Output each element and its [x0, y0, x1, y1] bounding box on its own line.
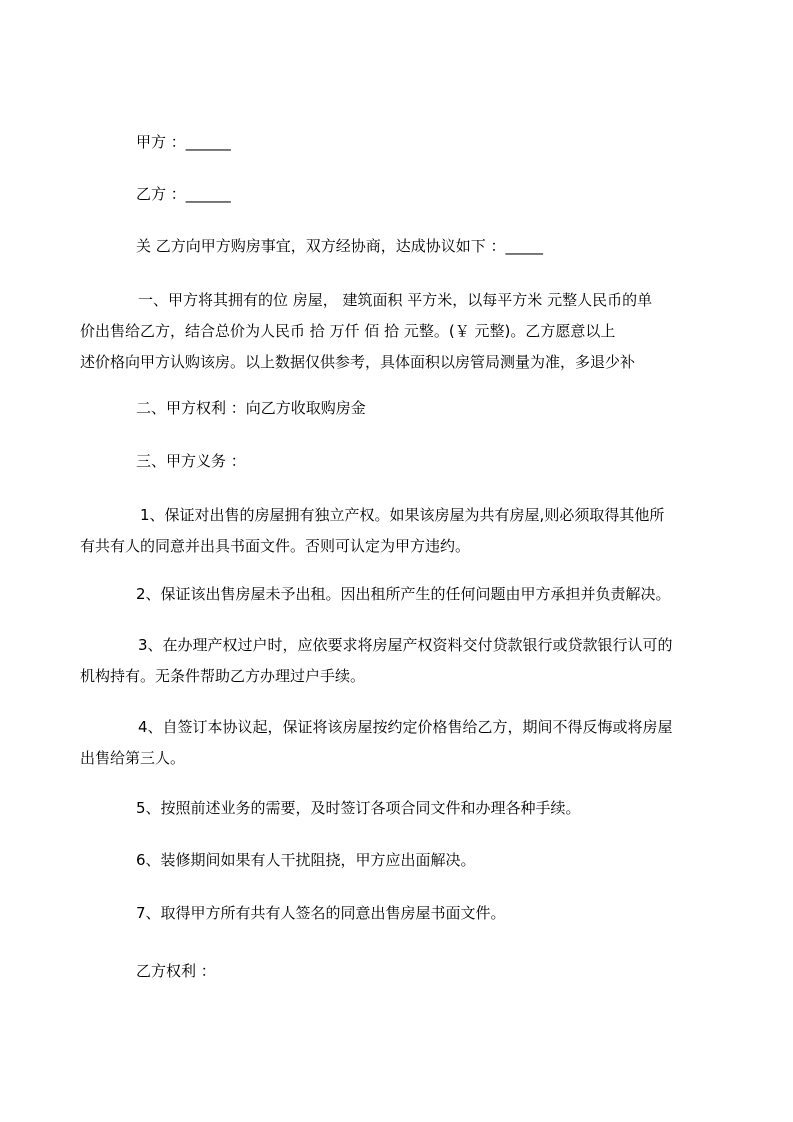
- party-a-line: 甲方 ：______: [136, 133, 231, 151]
- intro-line: 关 乙方向甲方购房事宜，双方经协商，达成协议如下 ：_____: [136, 237, 544, 255]
- party-b-rights: 乙方权利 ：: [136, 962, 216, 980]
- duty-1: [80, 500, 664, 562]
- duty-6: 6、装修期间如果有人干扰阻挠，甲方应出面解决。: [136, 851, 476, 869]
- duty-1-line-1: 1、保证对出售的房屋拥有独立产权。如果该房屋为共有房屋,则必须取得其他所: [140, 506, 665, 524]
- duty-5: 5、按照前述业务的需要，及时签订各项合同文件和办理各种手续。: [136, 799, 581, 817]
- duty-4-line-1: 4、自签订本协议起，保证将该房屋按约定价格售给乙方，期间不得反悔或将房屋: [138, 718, 673, 736]
- duty-3: [80, 630, 673, 692]
- duty-1-line-2: 有共有人的同意并出具书面文件。否则可认定为甲方违约。: [80, 537, 471, 555]
- clause-1-line-3: 述价格向甲方认购该房。以上数据仅供参考，具体面积以房管局测量为准，多退少补: [80, 353, 636, 371]
- clause-1-line-1: 一、甲方将其拥有的位 房屋， 建筑面积 平方米，以每平方米 元整人民币的单: [138, 291, 653, 309]
- clause-1-line-2: 价出售给乙方，结合总价为人民币 拾 万仟 佰 拾 元整。(￥ 元整)。乙方愿意以上: [80, 322, 616, 340]
- duty-7: 7、取得甲方所有共有人签名的同意出售房屋书面文件。: [136, 904, 506, 922]
- clause-3: 三、甲方义务 ：: [136, 452, 246, 470]
- duty-4: [80, 712, 673, 774]
- clause-2: 二、甲方权利 ：向乙方收取购房金: [136, 399, 366, 417]
- party-b-line: 乙方 ：______: [136, 185, 231, 203]
- duty-3-line-1: 3、在办理产权过户时，应依要求将房屋产权资料交付贷款银行或贷款银行认可的: [138, 636, 673, 654]
- duty-2: 2、保证该出售房屋未予出租。因出租所产生的任何问题由甲方承担并负责解决。: [136, 585, 671, 603]
- clause-1: [80, 285, 652, 378]
- duty-3-line-2: 机构持有。无条件帮助乙方办理过户手续。: [80, 667, 366, 685]
- duty-4-line-2: 出售给第三人。: [80, 749, 186, 767]
